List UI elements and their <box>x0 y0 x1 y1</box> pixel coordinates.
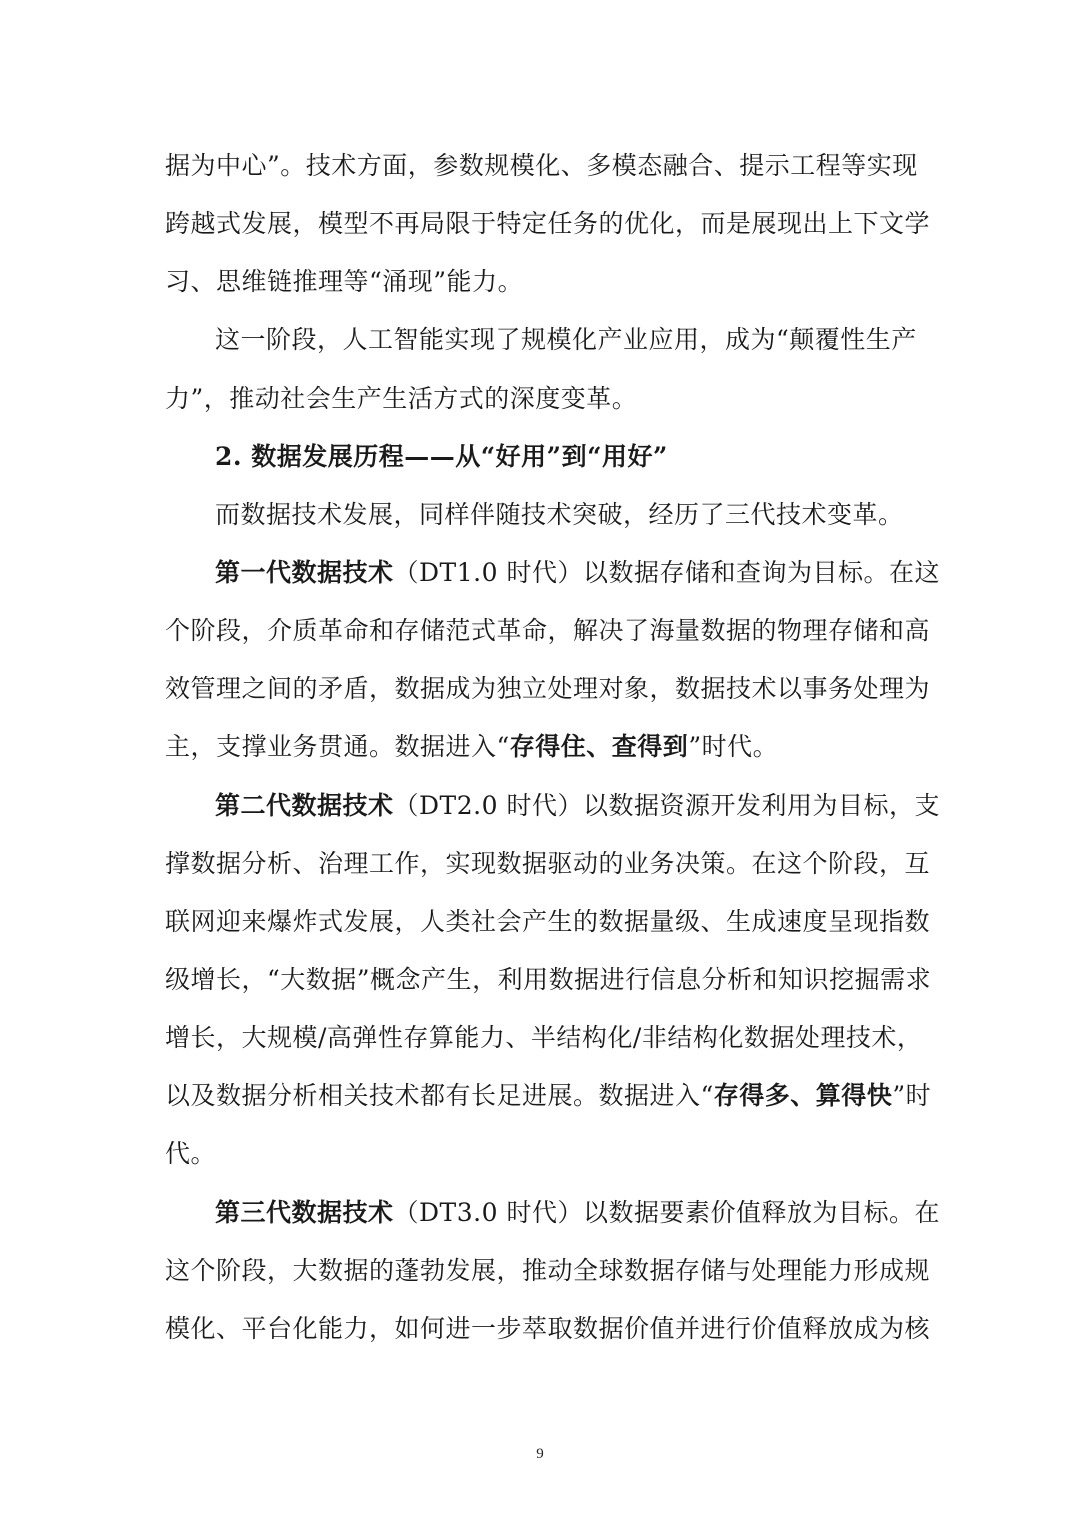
text-span: ”时代。 <box>688 732 779 761</box>
text-line <box>165 844 930 884</box>
text-line <box>165 262 523 302</box>
text-line <box>215 786 940 826</box>
text-line <box>215 553 940 593</box>
text-line <box>165 204 930 244</box>
bold-term: 第一代数据技术 <box>215 558 394 587</box>
text-span: （DT2.0 时代）以数据资源开发利用为目标，支 <box>393 791 940 820</box>
text-span: 效管理之间的矛盾，数据成为独立处理对象，数据技术以事务处理为 <box>165 674 931 703</box>
text-span: 以及数据分析相关技术都有长足进展。数据进入“ <box>165 1081 714 1110</box>
text-line <box>165 727 778 767</box>
text-span: 主，支撑业务贯通。数据进入“ <box>165 732 510 761</box>
text-line <box>165 960 931 1000</box>
text-span: 代。 <box>165 1139 217 1168</box>
text-line <box>165 146 918 186</box>
bold-term: 第二代数据技术 <box>215 791 394 820</box>
text-line <box>165 1018 922 1058</box>
text-span: （DT1.0 时代）以数据存储和查询为目标。在这 <box>393 558 940 587</box>
text-line <box>165 379 637 419</box>
bold-term: 存得住、查得到 <box>509 732 689 761</box>
heading-text: 2. 数据发展历程——从“好用”到“用好” <box>215 442 668 471</box>
text-line <box>165 611 930 651</box>
text-line <box>165 1251 930 1291</box>
text-span: 模化、平台化能力，如何进一步萃取数据价值并进行价值释放成为核 <box>165 1314 931 1343</box>
text-line <box>165 1076 931 1116</box>
bold-term: 第三代数据技术 <box>215 1198 394 1227</box>
text-line <box>215 495 904 535</box>
text-span: 增长，大规模/高弹性存算能力、半结构化/非结构化数据处理技术， <box>165 1023 923 1052</box>
text-line <box>215 1193 940 1233</box>
text-line <box>165 669 930 709</box>
text-span: 联网迎来爆炸式发展，人类社会产生的数据量级、生成速度呈现指数 <box>165 907 931 936</box>
page-number: 9 <box>536 1446 544 1462</box>
bold-term: 存得多、算得快 <box>713 1081 893 1110</box>
text-line <box>215 320 917 360</box>
text-line <box>165 902 930 942</box>
text-span: ”时 <box>892 1081 932 1110</box>
text-span: （DT3.0 时代）以数据要素价值释放为目标。在 <box>393 1198 940 1227</box>
text-line <box>165 1309 930 1349</box>
text-span: 个阶段，介质革命和存储范式革命，解决了海量数据的物理存储和高 <box>165 616 931 645</box>
text-span: 级增长，“大数据”概念产生，利用数据进行信息分析和知识挖掘需求 <box>165 965 932 994</box>
section-heading <box>215 437 668 477</box>
text-span: 习、思维链推理等“涌现”能力。 <box>165 267 524 296</box>
text-span: 撑数据分析、治理工作，实现数据驱动的业务决策。在这个阶段，互 <box>165 849 931 878</box>
text-span: 力”，推动社会生产生活方式的深度变革。 <box>165 384 638 413</box>
text-span: 跨越式发展，模型不再局限于特定任务的优化，而是展现出上下文学 <box>165 209 931 238</box>
text-line <box>165 1134 216 1174</box>
text-span: 而数据技术发展，同样伴随技术突破，经历了三代技术变革。 <box>215 500 904 529</box>
text-span: 据为中心”。技术方面，参数规模化、多模态融合、提示工程等实现 <box>165 151 918 180</box>
text-span: 这一阶段，人工智能实现了规模化产业应用，成为“颠覆性生产 <box>215 325 917 354</box>
text-span: 这个阶段，大数据的蓬勃发展，推动全球数据存储与处理能力形成规 <box>165 1256 931 1285</box>
